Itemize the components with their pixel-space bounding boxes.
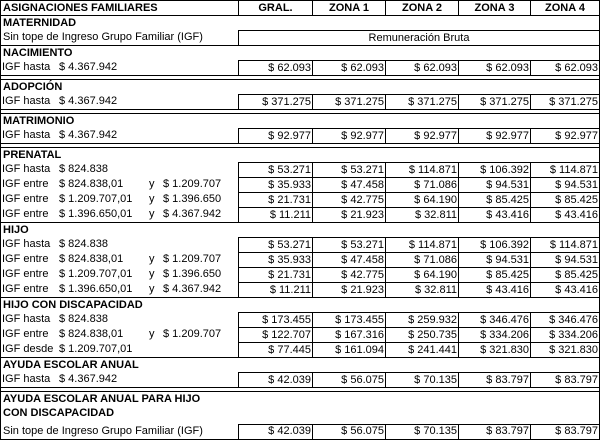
row-label	[1, 61, 239, 76]
value-zona-3: $ 43.416	[459, 208, 531, 223]
row-label	[1, 268, 239, 283]
range-from: $ 1.396.650,01	[59, 282, 133, 295]
value-gral: $ 77.445	[239, 343, 313, 358]
table-row	[1, 208, 600, 223]
range-to: $ 4.367.942	[163, 282, 222, 295]
section-title: MATRIMONIO	[1, 114, 600, 129]
value-gral: $ 11.211	[239, 208, 313, 223]
value-gral: $ 42.039	[239, 373, 313, 388]
value-gral: $ 11.211	[239, 283, 313, 298]
value-zona-1: $ 62.093	[313, 61, 386, 76]
value-zona-3: $ 43.416	[459, 283, 531, 298]
value-zona-1: $ 47.458	[313, 178, 386, 193]
range-to: $ 4.367.942	[163, 207, 222, 220]
value-zona-2: $ 114.871	[386, 238, 459, 253]
row-label	[1, 208, 239, 223]
value-zona-2: $ 64.190	[386, 193, 459, 208]
table-row	[1, 253, 600, 268]
section-title: AYUDA ESCOLAR ANUAL PARA HIJO	[1, 392, 600, 407]
row-label	[1, 95, 239, 110]
value-gral: $ 35.933	[239, 178, 313, 193]
value-zona-1: $ 42.775	[313, 193, 386, 208]
range-to: $ 1.396.650	[163, 267, 222, 280]
table-row	[1, 95, 600, 110]
value-zona-4: $ 94.531	[531, 178, 600, 193]
table-row	[1, 283, 600, 298]
header-row	[1, 1, 600, 16]
range-from: $ 1.209.707,01	[59, 267, 133, 280]
value-zona-3: $ 94.531	[459, 253, 531, 268]
range-from: $ 824.838,01	[59, 177, 124, 190]
row-label	[1, 178, 239, 193]
value-gral: $ 21.731	[239, 193, 313, 208]
row-label: Sin tope de Ingreso Grupo Familiar (IGF)	[1, 31, 239, 46]
range-prefix: IGF desde	[2, 342, 54, 355]
range-from: $ 824.838,01	[59, 327, 124, 340]
table-row	[1, 193, 600, 208]
value-zona-4: $ 114.871	[531, 163, 600, 178]
range-connector: y	[149, 327, 155, 340]
section-nacimiento	[1, 46, 600, 61]
range-prefix: IGF entre	[2, 177, 49, 190]
value-zona-1: $ 42.775	[313, 268, 386, 283]
value-gral: $ 122.707	[239, 328, 313, 343]
section-hijo-discapacidad	[1, 298, 600, 313]
value-zona-1: $ 56.075	[313, 424, 386, 439]
value-gral: $ 173.455	[239, 313, 313, 328]
range-connector: y	[149, 192, 155, 205]
value-zona-1: $ 92.977	[313, 129, 386, 144]
value-zona-2: $ 259.932	[386, 313, 459, 328]
range-to: $ 1.209.707	[163, 177, 222, 190]
maternidad-value: Remuneración Bruta	[239, 31, 600, 46]
value-zona-3: $ 106.392	[459, 163, 531, 178]
value-zona-4: $ 43.416	[531, 208, 600, 223]
col-zona-1: ZONA 1	[313, 1, 386, 16]
value-zona-1: $ 21.923	[313, 208, 386, 223]
value-zona-4: $ 346.476	[531, 313, 600, 328]
range-prefix: IGF hasta	[2, 128, 51, 141]
range-to: $ 1.396.650	[163, 192, 222, 205]
value-zona-1: $ 21.923	[313, 283, 386, 298]
row-label	[1, 163, 239, 178]
table-row	[1, 31, 600, 46]
table-row	[1, 238, 600, 253]
row-label	[1, 283, 239, 298]
value-gral: $ 35.933	[239, 253, 313, 268]
table-row	[1, 129, 600, 144]
section-ayuda-escolar	[1, 358, 600, 373]
value-zona-1: $ 161.094	[313, 343, 386, 358]
value-zona-3: $ 92.977	[459, 129, 531, 144]
table-row	[1, 268, 600, 283]
range-prefix: IGF entre	[2, 327, 49, 340]
value-zona-2: $ 32.811	[386, 283, 459, 298]
value-zona-2: $ 62.093	[386, 61, 459, 76]
section-adopcion	[1, 80, 600, 95]
value-zona-2: $ 92.977	[386, 129, 459, 144]
range-prefix: IGF entre	[2, 282, 49, 295]
value-zona-2: $ 71.086	[386, 178, 459, 193]
col-gral: GRAL.	[239, 1, 313, 16]
range-to: $ 1.209.707	[163, 327, 222, 340]
value-zona-2: $ 70.135	[386, 373, 459, 388]
value-gral: $ 371.275	[239, 95, 313, 110]
section-prenatal	[1, 148, 600, 163]
range-from: $ 824.838	[59, 162, 108, 175]
range-from: $ 1.396.650,01	[59, 207, 133, 220]
table-row	[1, 163, 600, 178]
section-matrimonio	[1, 114, 600, 129]
range-from: $ 824.838,01	[59, 252, 124, 265]
table-row	[1, 61, 600, 76]
range-amount: $ 4.367.942	[59, 60, 118, 73]
range-amount: $ 4.367.942	[59, 128, 118, 141]
range-prefix: IGF hasta	[2, 162, 51, 175]
range-connector: y	[149, 177, 155, 190]
row-label: Sin tope de Ingreso Grupo Familiar (IGF)	[1, 424, 239, 439]
value-gral: $ 92.977	[239, 129, 313, 144]
value-zona-3: $ 94.531	[459, 178, 531, 193]
value-zona-3: $ 106.392	[459, 238, 531, 253]
value-zona-4: $ 43.416	[531, 283, 600, 298]
range-connector: y	[149, 207, 155, 220]
value-zona-1: $ 173.455	[313, 313, 386, 328]
value-zona-3: $ 85.425	[459, 193, 531, 208]
value-zona-4: $ 334.206	[531, 328, 600, 343]
value-zona-4: $ 371.275	[531, 95, 600, 110]
range-prefix: IGF hasta	[2, 237, 51, 250]
value-zona-2: $ 250.735	[386, 328, 459, 343]
row-label	[1, 238, 239, 253]
table-row	[1, 178, 600, 193]
value-zona-4: $ 321.830	[531, 343, 600, 358]
value-zona-1: $ 56.075	[313, 373, 386, 388]
value-zona-3: $ 321.830	[459, 343, 531, 358]
value-zona-4: $ 85.425	[531, 268, 600, 283]
value-zona-2: $ 70.135	[386, 424, 459, 439]
value-zona-3: $ 346.476	[459, 313, 531, 328]
range-amount: $ 4.367.942	[59, 94, 118, 107]
range-from: $ 1.209.707,01	[59, 342, 133, 355]
section-title: AYUDA ESCOLAR ANUAL	[1, 358, 600, 373]
section-title: HIJO	[1, 223, 600, 238]
table-row	[1, 373, 600, 388]
section-hijo	[1, 223, 600, 238]
value-zona-3: $ 85.425	[459, 268, 531, 283]
section-title: HIJO CON DISCAPACIDAD	[1, 298, 600, 313]
range-from: $ 824.838	[59, 312, 108, 325]
value-zona-1: $ 53.271	[313, 163, 386, 178]
range-connector: y	[149, 252, 155, 265]
range-to: $ 1.209.707	[163, 252, 222, 265]
value-zona-4: $ 114.871	[531, 238, 600, 253]
section-maternidad	[1, 16, 600, 31]
value-zona-2: $ 371.275	[386, 95, 459, 110]
range-prefix: IGF hasta	[2, 60, 51, 73]
value-zona-2: $ 71.086	[386, 253, 459, 268]
row-label	[1, 193, 239, 208]
section-title: MATERNIDAD	[1, 16, 600, 31]
row-label	[1, 253, 239, 268]
range-connector: y	[149, 267, 155, 280]
value-zona-2: $ 114.871	[386, 163, 459, 178]
range-prefix: IGF hasta	[2, 94, 51, 107]
row-label	[1, 129, 239, 144]
table-row	[1, 328, 600, 343]
row-label	[1, 373, 239, 388]
range-from: $ 824.838	[59, 237, 108, 250]
row-label	[1, 313, 239, 328]
table-row	[1, 313, 600, 328]
range-prefix: IGF entre	[2, 207, 49, 220]
value-zona-3: $ 334.206	[459, 328, 531, 343]
range-prefix: IGF hasta	[2, 312, 51, 325]
value-zona-3: $ 371.275	[459, 95, 531, 110]
value-gral: $ 42.039	[239, 424, 313, 439]
value-zona-4: $ 83.797	[531, 373, 600, 388]
range-prefix: IGF entre	[2, 252, 49, 265]
section-title: ADOPCIÓN	[1, 80, 600, 95]
value-zona-1: $ 371.275	[313, 95, 386, 110]
value-zona-4: $ 92.977	[531, 129, 600, 144]
value-zona-4: $ 83.797	[531, 424, 600, 439]
section-title-line-2: CON DISCAPACIDAD	[1, 406, 600, 420]
value-zona-1: $ 167.316	[313, 328, 386, 343]
value-gral: $ 53.271	[239, 163, 313, 178]
col-zona-2: ZONA 2	[386, 1, 459, 16]
value-zona-3: $ 83.797	[459, 373, 531, 388]
value-gral: $ 53.271	[239, 238, 313, 253]
header-title: ASIGNACIONES FAMILIARES	[1, 1, 239, 16]
range-prefix: IGF entre	[2, 267, 49, 280]
range-amount: $ 4.367.942	[59, 372, 118, 385]
range-prefix: IGF hasta	[2, 372, 51, 385]
section-title: PRENATAL	[1, 148, 600, 163]
value-zona-1: $ 47.458	[313, 253, 386, 268]
range-prefix: IGF entre	[2, 192, 49, 205]
value-zona-2: $ 64.190	[386, 268, 459, 283]
col-zona-3: ZONA 3	[459, 1, 531, 16]
range-connector: y	[149, 282, 155, 295]
range-from: $ 1.209.707,01	[59, 192, 133, 205]
value-zona-2: $ 241.441	[386, 343, 459, 358]
col-zona-4: ZONA 4	[531, 1, 600, 16]
value-zona-4: $ 94.531	[531, 253, 600, 268]
value-zona-4: $ 85.425	[531, 193, 600, 208]
row-label	[1, 343, 239, 358]
row-label	[1, 328, 239, 343]
value-zona-2: $ 32.811	[386, 208, 459, 223]
value-zona-3: $ 62.093	[459, 61, 531, 76]
section-ayuda-escolar-discapacidad	[1, 392, 600, 407]
value-zona-4: $ 62.093	[531, 61, 600, 76]
value-zona-3: $ 83.797	[459, 424, 531, 439]
value-gral: $ 62.093	[239, 61, 313, 76]
value-zona-1: $ 53.271	[313, 238, 386, 253]
table-row	[1, 424, 600, 439]
value-gral: $ 21.731	[239, 268, 313, 283]
table-row	[1, 343, 600, 358]
section-title: NACIMIENTO	[1, 46, 600, 61]
